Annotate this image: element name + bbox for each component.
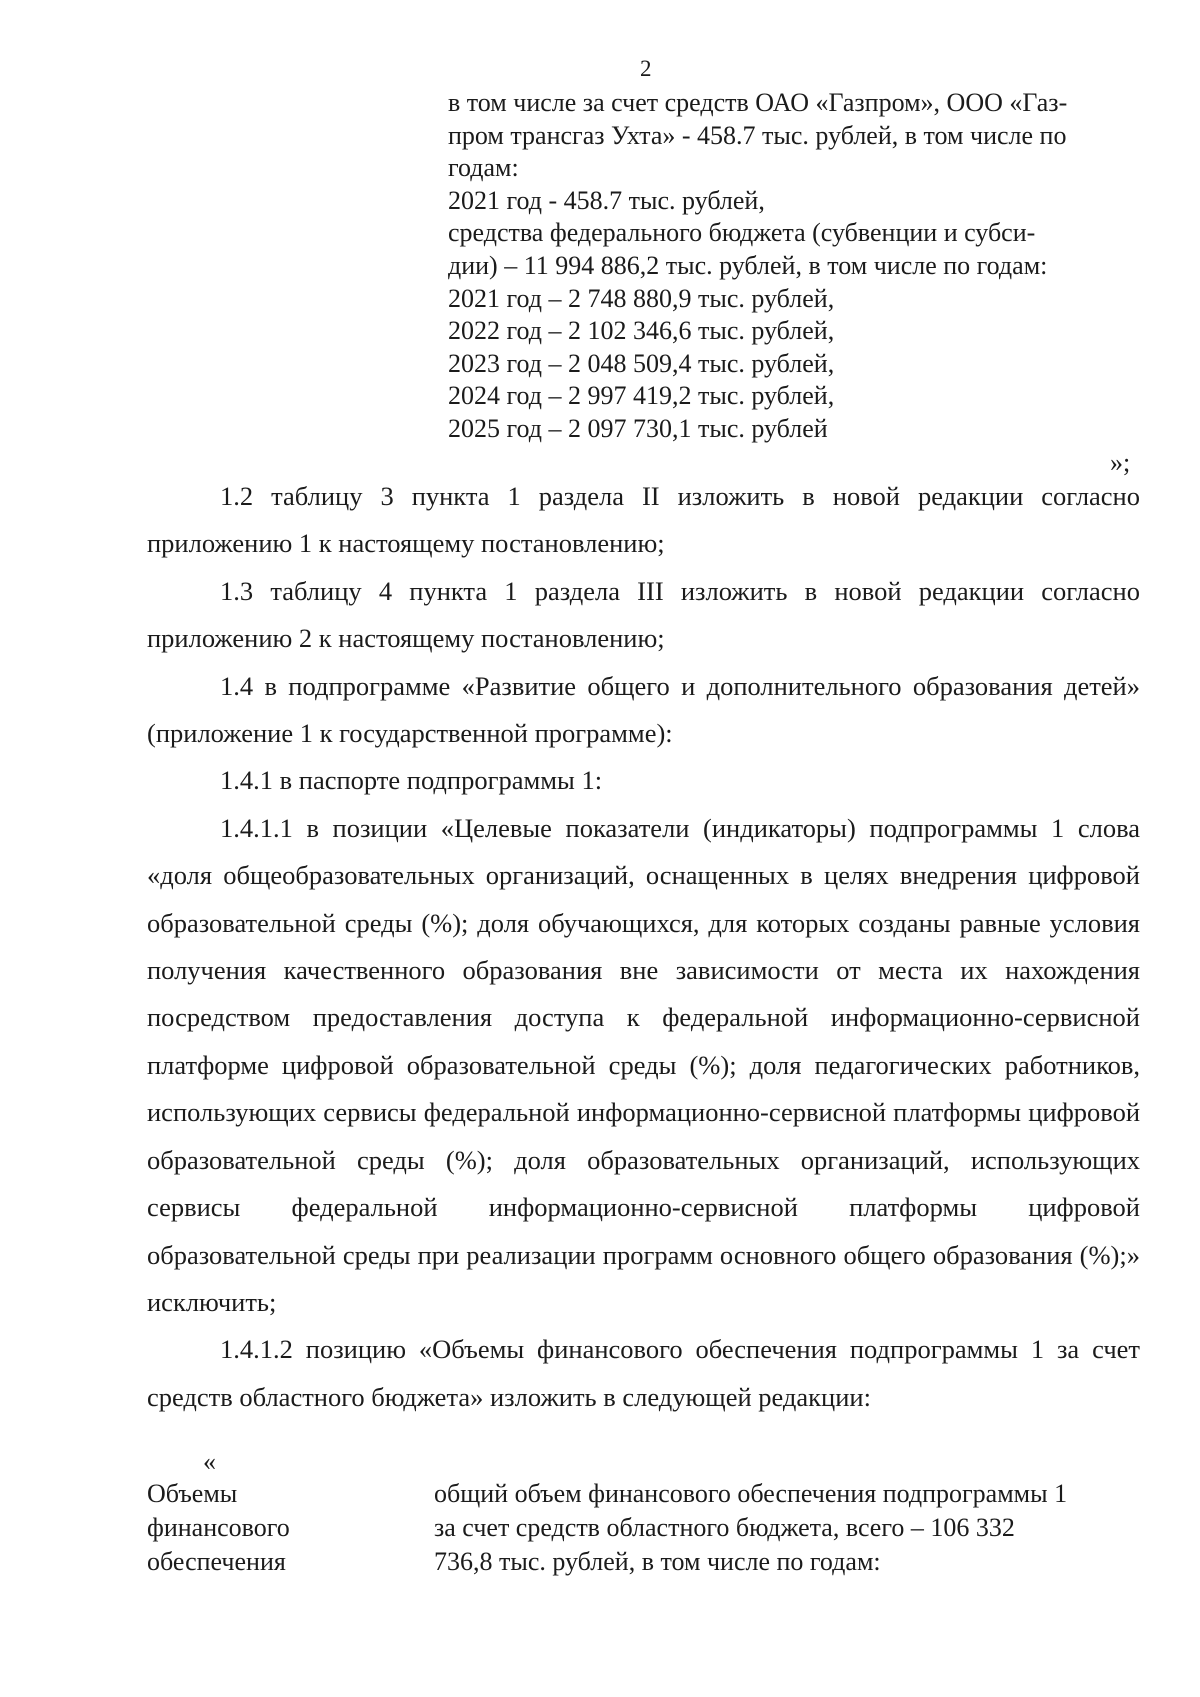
passport-line: пром трансгаз Ухта» - 458.7 тыс. рублей, в том числе по [448, 120, 1067, 150]
paragraph-1-2: 1.2 таблицу 3 пункта 1 раздела II изложить в новой редакции согласно приложению 1 к настоящему постановлению; [147, 481, 1140, 559]
paragraph-1-4: 1.4 в подпрограмме «Развитие общего и дополнительного образования детей» (приложение 1 к государственной программе): [147, 670, 1140, 749]
paragraph-1-3: 1.3 таблицу 4 пункта 1 раздела III изложить в новой редакции согласно приложению 2 к настоящему постановлению; [147, 575, 1140, 654]
passport-line: годам: [448, 153, 519, 183]
label-line: Объемы [147, 1479, 238, 1508]
label-line: обеспечения [147, 1547, 286, 1576]
passport-position-label [147, 1477, 387, 1579]
body-text [147, 473, 1140, 1421]
paragraph-1-4-1-1: 1.4.1.1 в позиции «Целевые показатели (индикаторы) подпрограммы 1 слова «доля общеобразовательных организаций, оснащенных в целях внедрения цифровой образовательной среды (%); доля обучающихся, для которых созданы равные условия получения качественного образования вне зависимости от места их нахождения посредством предоставления доступа к федеральной информационно-сервисной платформе цифровой образовательной среды (%); доля педагогических работников, использующих сервисы федеральной информационно-сервисной платформы цифровой образовательной среды (%); доля образовательных организаций, использующих сервисы федеральной информационно-сервисной платформы цифровой образовательной среды при реализации программ основного общего образования (%);» исключить; [147, 812, 1140, 1317]
passport-line: 2024 год – 2 997 419,2 тыс. рублей, [448, 381, 835, 411]
label-line: финансового [147, 1513, 290, 1542]
passport-line: в том числе за счет средств ОАО «Газпром», ООО «Газ- [448, 88, 1068, 117]
value-line: 736,8 тыс. рублей, в том числе по годам: [434, 1547, 881, 1576]
passport-line: 2023 год – 2 048 509,4 тыс. рублей, [448, 348, 835, 378]
value-line: общий объем финансового обеспечения подпрограммы 1 [434, 1479, 1068, 1508]
passport-position-value [434, 1477, 1134, 1579]
passport-line: 2021 год – 2 748 880,9 тыс. рублей, [448, 283, 835, 313]
passport-line: 2022 год – 2 102 346,6 тыс. рублей, [448, 316, 835, 346]
closing-quote: »; [1110, 448, 1131, 477]
opening-quote: « [203, 1447, 216, 1476]
passport-line: средства федерального бюджета (субвенции и субси- [448, 218, 1036, 248]
passport-line: 2025 год – 2 097 730,1 тыс. рублей [448, 413, 828, 443]
paragraph-1-4-1: 1.4.1 в паспорте подпрограммы 1: [220, 765, 603, 796]
passport-financing-continuation [448, 87, 1138, 446]
passport-line: дии) – 11 994 886,2 тыс. рублей, в том числе по годам: [448, 250, 1048, 280]
paragraph-1-4-1-2: 1.4.1.2 позицию «Объемы финансового обеспечения подпрограммы 1 за счет средств областного бюджета» изложить в следующей редакции: [147, 1334, 1140, 1412]
page-number: 2 [640, 56, 652, 81]
value-line: за счет средств областного бюджета, всего – 106 332 [434, 1513, 1015, 1542]
passport-line: 2021 год - 458.7 тыс. рублей, [448, 185, 765, 215]
